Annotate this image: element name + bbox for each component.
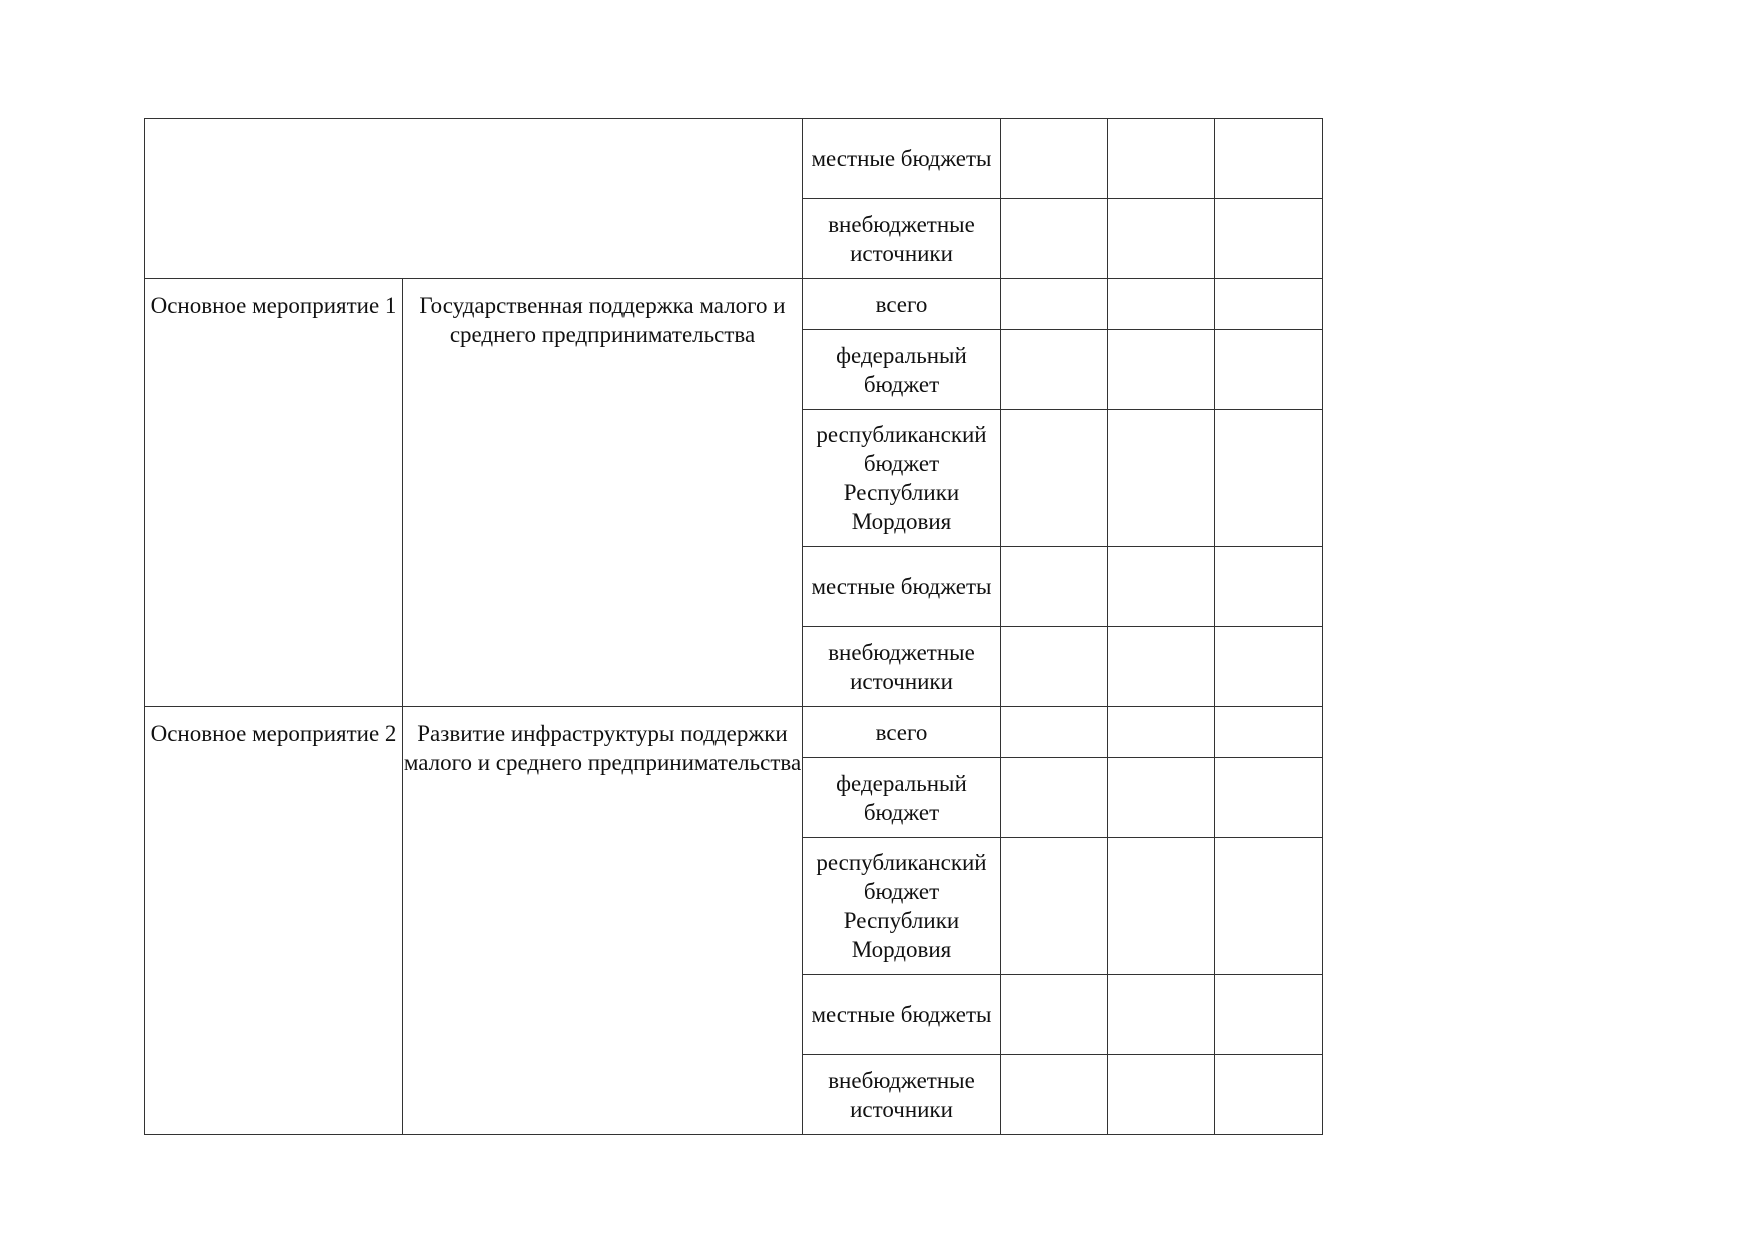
funding-source-cell: внебюджетные источники [803,1055,1001,1135]
activity-title-cell: Государственная поддержка малого и среднего предпринимательства [403,279,803,707]
funding-source-cell: местные бюджеты [803,119,1001,199]
table-row [145,279,1323,330]
value-cell [1215,975,1323,1055]
funding-source-cell: местные бюджеты [803,547,1001,627]
funding-source-cell: всего [803,707,1001,758]
funding-source-cell: всего [803,279,1001,330]
value-cell [1001,758,1108,838]
value-cell [1108,119,1215,199]
value-cell [1215,707,1323,758]
value-cell [1108,410,1215,547]
funding-source-cell: федеральный бюджет [803,330,1001,410]
value-cell [1108,330,1215,410]
value-cell [1215,627,1323,707]
funding-source-cell: федеральный бюджет [803,758,1001,838]
value-cell [1108,199,1215,279]
activity-name-cell: Основное мероприятие 2 [145,707,403,1135]
value-cell [1215,330,1323,410]
value-cell [1215,547,1323,627]
table-row [145,119,1323,199]
value-cell [1108,758,1215,838]
value-cell [1108,975,1215,1055]
value-cell [1108,838,1215,975]
value-cell [1001,975,1108,1055]
value-cell [1001,279,1108,330]
value-cell [1215,838,1323,975]
value-cell [1215,1055,1323,1135]
value-cell [1215,199,1323,279]
funding-source-cell: республиканский бюджет Республики Мордовия [803,838,1001,975]
value-cell [1001,330,1108,410]
activity-name-cell: Основное мероприятие 1 [145,279,403,707]
table-row [145,707,1323,758]
value-cell [1215,119,1323,199]
funding-source-cell: внебюджетные источники [803,199,1001,279]
value-cell [1108,627,1215,707]
value-cell [1001,627,1108,707]
value-cell [1001,707,1108,758]
value-cell [1215,279,1323,330]
value-cell [1215,410,1323,547]
value-cell [1108,547,1215,627]
value-cell [1108,279,1215,330]
value-cell [1001,199,1108,279]
activity-title-cell: Развитие инфраструктуры поддержки малого и среднего предпринимательства [403,707,803,1135]
value-cell [1001,547,1108,627]
value-cell [1108,1055,1215,1135]
value-cell [1001,119,1108,199]
funding-source-cell: местные бюджеты [803,975,1001,1055]
continuation-empty-cell [145,119,803,279]
financing-table [144,118,1323,1135]
value-cell [1001,410,1108,547]
value-cell [1001,838,1108,975]
value-cell [1215,758,1323,838]
value-cell [1108,707,1215,758]
funding-source-cell: внебюджетные источники [803,627,1001,707]
funding-source-cell: республиканский бюджет Республики Мордовия [803,410,1001,547]
value-cell [1001,1055,1108,1135]
